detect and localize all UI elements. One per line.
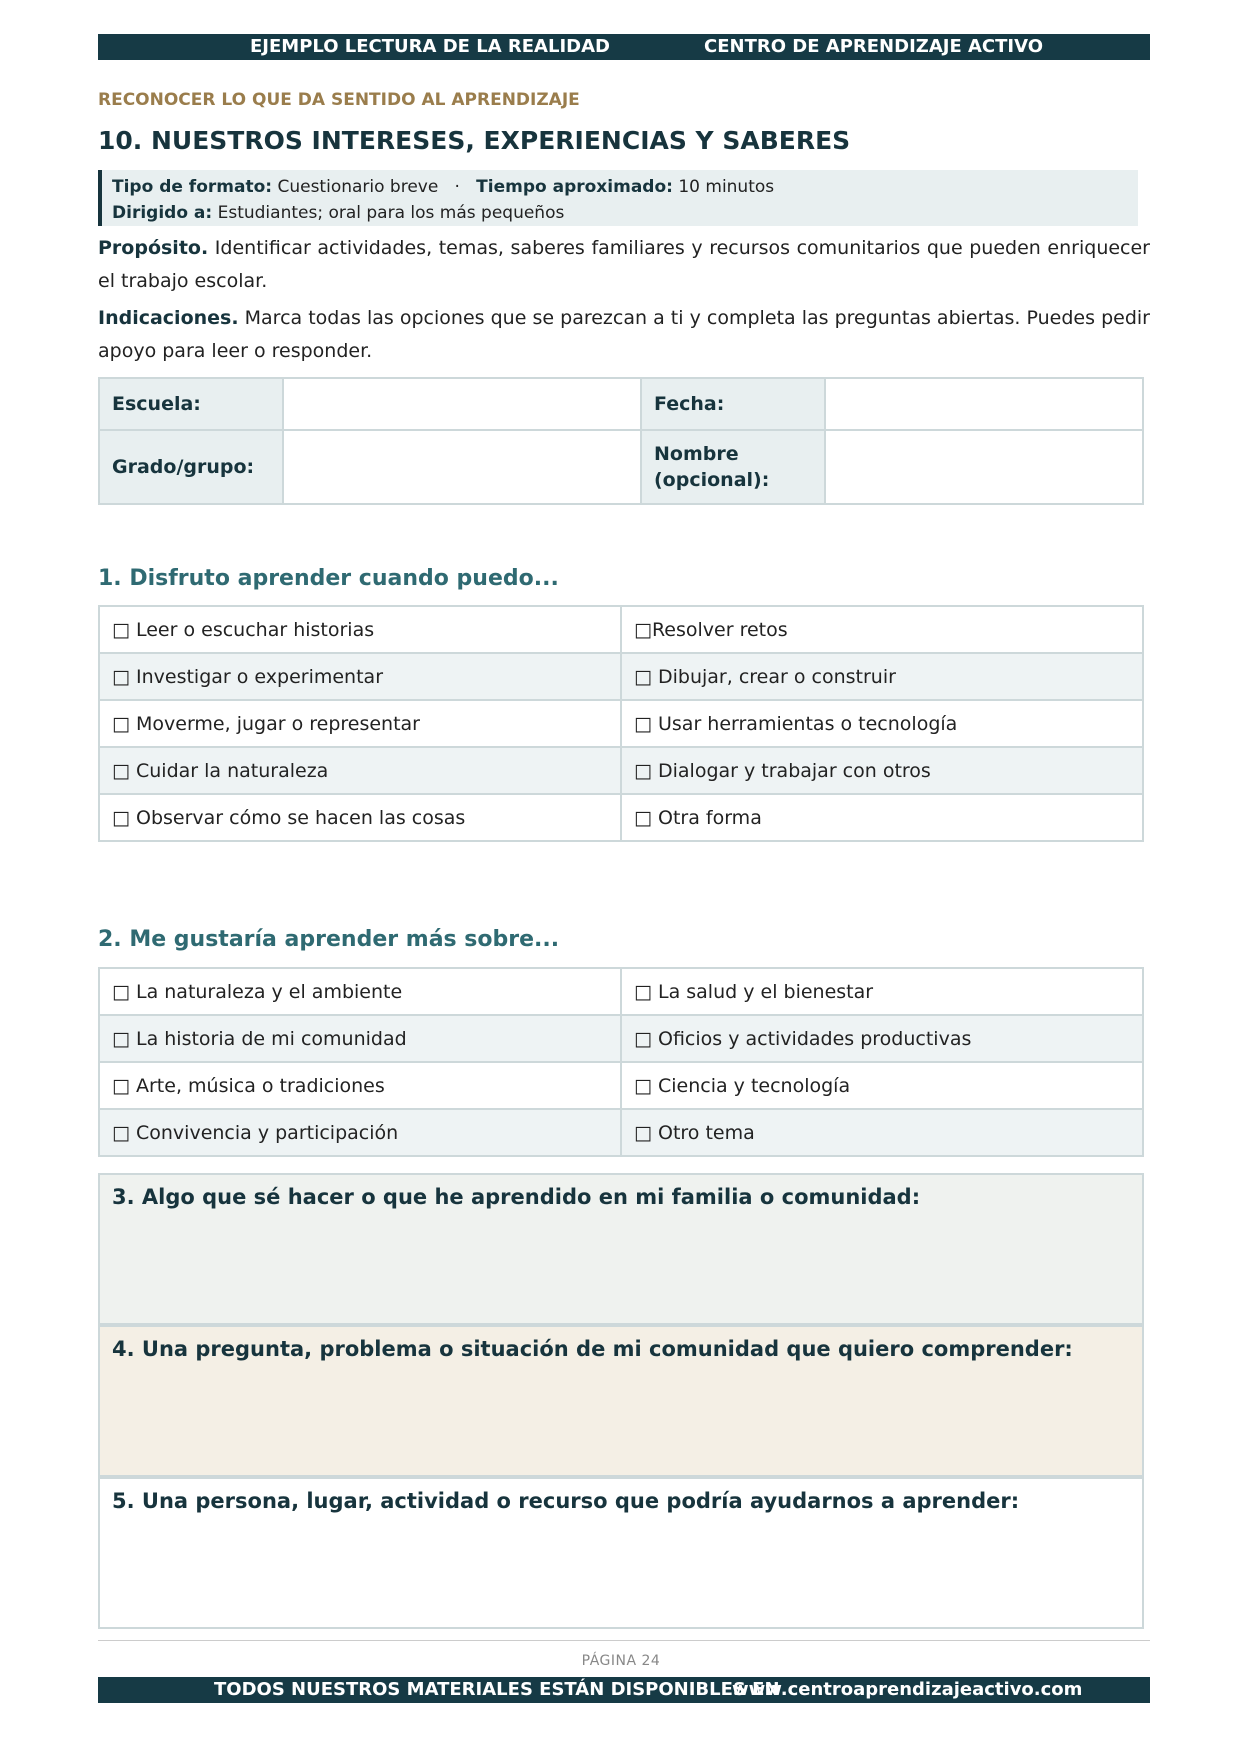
question-4-text: 4. Una pregunta, problema o situación de mi comunidad que quiero comprender: (112, 1337, 1073, 1361)
info-table (98, 377, 1144, 505)
dirigido-label: Dirigido a: (112, 203, 213, 223)
footer-link[interactable]: www.centroaprendizajeactivo.com (732, 1679, 1083, 1700)
tipo-value: Cuestionario breve (277, 177, 439, 197)
meta-box (98, 170, 1138, 226)
indicaciones-label: Indicaciones. (98, 307, 239, 329)
meta-line-1 (112, 174, 1128, 200)
option-item[interactable]: □ Ciencia y tecnología (621, 1062, 1143, 1109)
page-number: PÁGINA 24 (581, 1653, 661, 1669)
footer-bar (98, 1677, 1150, 1703)
option-item[interactable]: □ Arte, música o tradiciones (99, 1062, 621, 1109)
option-item[interactable]: □ La historia de mi comunidad (99, 1015, 621, 1062)
meta-separator: · (454, 177, 460, 197)
option-item[interactable]: □ Usar herramientas o tecnología (621, 700, 1143, 747)
option-item[interactable]: □ Investigar o experimentar (99, 653, 621, 700)
option-item[interactable]: □ Moverme, jugar o representar (99, 700, 621, 747)
proposito-text: Identificar actividades, temas, saberes familiares y recursos comunitarios que pueden enriquecer el trabajo escolar. (98, 237, 1150, 292)
header-bar (98, 34, 1150, 60)
nombre-label: Nombre (opcional): (641, 430, 825, 504)
option-item[interactable]: □ La naturaleza y el ambiente (99, 968, 621, 1015)
option-item[interactable]: □ La salud y el bienestar (621, 968, 1143, 1015)
option-item[interactable]: □ Cuidar la naturaleza (99, 747, 621, 794)
option-item[interactable]: □ Otra forma (621, 794, 1143, 841)
option-item[interactable]: □ Convivencia y participación (99, 1109, 621, 1156)
dirigido-value: Estudiantes; oral para los más pequeños (217, 203, 565, 223)
option-item[interactable]: □Resolver retos (621, 606, 1143, 653)
section-1-options (98, 605, 1144, 842)
option-item[interactable]: □ Otro tema (621, 1109, 1143, 1156)
proposito-paragraph (98, 232, 1150, 298)
escuela-label: Escuela: (99, 378, 283, 430)
page-title: 10. NUESTROS INTERESES, EXPERIENCIAS Y SABERES (98, 126, 851, 155)
escuela-field[interactable] (283, 378, 641, 430)
indicaciones-paragraph (98, 302, 1150, 368)
indicaciones-text: Marca todas las opciones que se parezcan a ti y completa las preguntas abiertas. Puedes pedir apoyo para leer o responder. (98, 307, 1150, 362)
fecha-field[interactable] (825, 378, 1143, 430)
section-kicker: RECONOCER LO QUE DA SENTIDO AL APRENDIZAJE (98, 90, 580, 110)
header-left-text: EJEMPLO LECTURA DE LA REALIDAD (250, 36, 610, 57)
fecha-label: Fecha: (641, 378, 825, 430)
open-question-4[interactable] (98, 1325, 1144, 1477)
option-item[interactable]: □ Oficios y actividades productivas (621, 1015, 1143, 1062)
tipo-label: Tipo de formato: (112, 177, 273, 197)
section-2-options (98, 967, 1144, 1157)
option-item[interactable]: □ Dialogar y trabajar con otros (621, 747, 1143, 794)
open-question-5[interactable] (98, 1477, 1144, 1629)
header-right-text: CENTRO DE APRENDIZAJE ACTIVO (704, 36, 1044, 57)
proposito-label: Propósito. (98, 237, 209, 259)
section-2-title: 2. Me gustaría aprender más sobre... (98, 927, 560, 952)
tiempo-label: Tiempo aproximado: (476, 177, 673, 197)
option-item[interactable]: □ Dibujar, crear o construir (621, 653, 1143, 700)
section-1-title: 1. Disfruto aprender cuando puedo... (98, 566, 559, 591)
grado-label: Grado/grupo: (99, 430, 283, 504)
question-5-text: 5. Una persona, lugar, actividad o recurso que podría ayudarnos a aprender: (112, 1489, 1020, 1513)
option-item[interactable]: □ Observar cómo se hacen las cosas (99, 794, 621, 841)
footer-divider (98, 1640, 1150, 1641)
nombre-field[interactable] (825, 430, 1143, 504)
tiempo-value: 10 minutos (678, 177, 775, 197)
open-question-3[interactable] (98, 1173, 1144, 1325)
question-3-text: 3. Algo que sé hacer o que he aprendido en mi familia o comunidad: (112, 1185, 921, 1209)
footer-left-text: TODOS NUESTROS MATERIALES ESTÁN DISPONIBLES EN (214, 1679, 780, 1700)
meta-line-2 (112, 200, 1128, 226)
grado-field[interactable] (283, 430, 641, 504)
option-item[interactable]: □ Leer o escuchar historias (99, 606, 621, 653)
